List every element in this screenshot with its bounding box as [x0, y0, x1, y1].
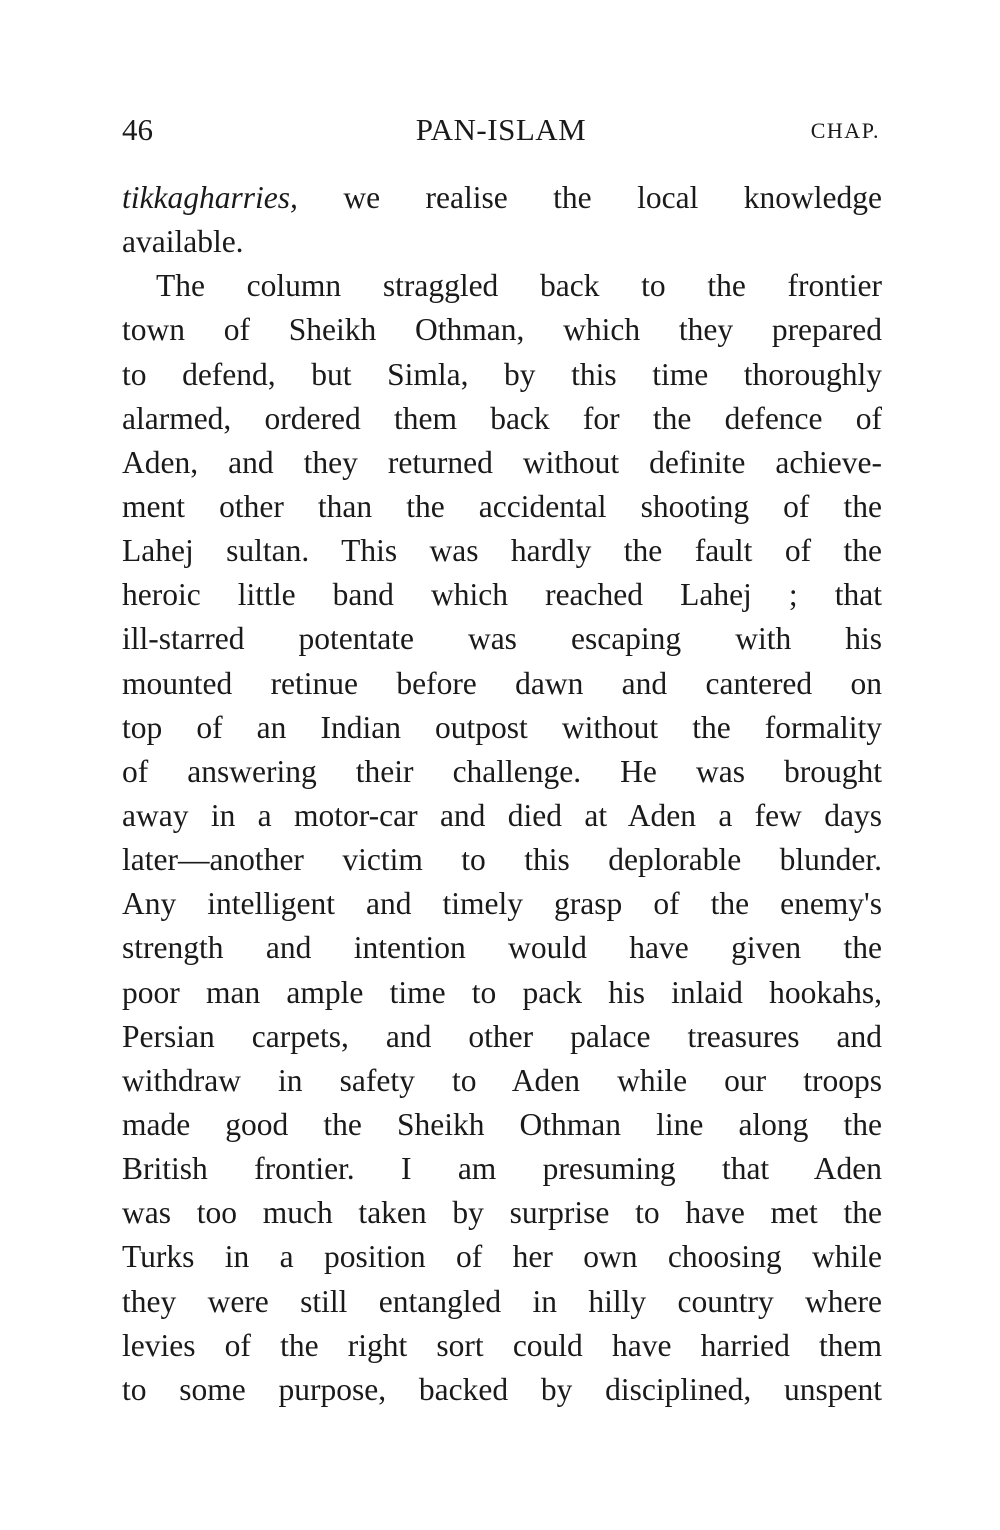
running-title: PAN-ISLAM	[415, 112, 587, 147]
text-line: away in a motor-car and died at Aden a few days	[122, 797, 882, 833]
italic-word: tikkagharries,	[122, 180, 298, 215]
text-line: British frontier. I am presuming that Aden	[122, 1151, 882, 1187]
text-line: later—another victim to this deplorable blunder.	[122, 842, 882, 878]
text-line: mounted retinue before dawn and cantered on	[122, 665, 882, 701]
text-line: Any intelligent and timely grasp of the enemy's	[122, 886, 882, 922]
text-line: made good the Sheikh Othman line along the	[122, 1106, 882, 1142]
paragraph	[122, 176, 882, 264]
text-line: was too much taken by surprise to have met the	[122, 1195, 882, 1231]
page-number: 46	[122, 112, 153, 147]
line-text: we realise the local knowledge	[297, 180, 882, 215]
text-line: Turks in a position of her own choosing while	[122, 1239, 882, 1275]
text-line: ment other than the accidental shooting of the	[122, 488, 882, 524]
text-line: town of Sheikh Othman, which they prepared	[122, 312, 882, 348]
chapter-label: CHAP.	[810, 118, 880, 143]
text-line: poor man ample time to pack his inlaid hookahs,	[122, 974, 882, 1010]
text-line: Aden, and they returned without definite achieve-	[122, 444, 882, 480]
text-line: of answering their challenge. He was brought	[122, 753, 882, 789]
text-line: Lahej sultan. This was hardly the fault of the	[122, 533, 882, 569]
text-line: they were still entangled in hilly country where	[122, 1283, 882, 1319]
text-line: ill-starred potentate was escaping with his	[122, 621, 882, 657]
text-line	[122, 176, 882, 220]
text-line: alarmed, ordered them back for the defence of	[122, 400, 882, 436]
text-line: The column straggled back to the frontier	[156, 268, 882, 304]
text-line: withdraw in safety to Aden while our troops	[122, 1062, 882, 1098]
text-line: levies of the right sort could have harried them	[122, 1327, 882, 1363]
body-text	[122, 176, 882, 1412]
text-line: to defend, but Simla, by this time thoroughly	[122, 356, 882, 392]
text-line: to some purpose, backed by disciplined, unspent	[122, 1371, 882, 1407]
paragraph	[122, 264, 882, 1412]
text-line: available.	[122, 224, 244, 260]
text-line: heroic little band which reached Lahej ; that	[122, 577, 882, 613]
text-line: top of an Indian outpost without the formality	[122, 709, 882, 745]
text-line: strength and intention would have given the	[122, 930, 882, 966]
text-line: Persian carpets, and other palace treasures and	[122, 1018, 882, 1054]
page-header	[122, 112, 880, 156]
